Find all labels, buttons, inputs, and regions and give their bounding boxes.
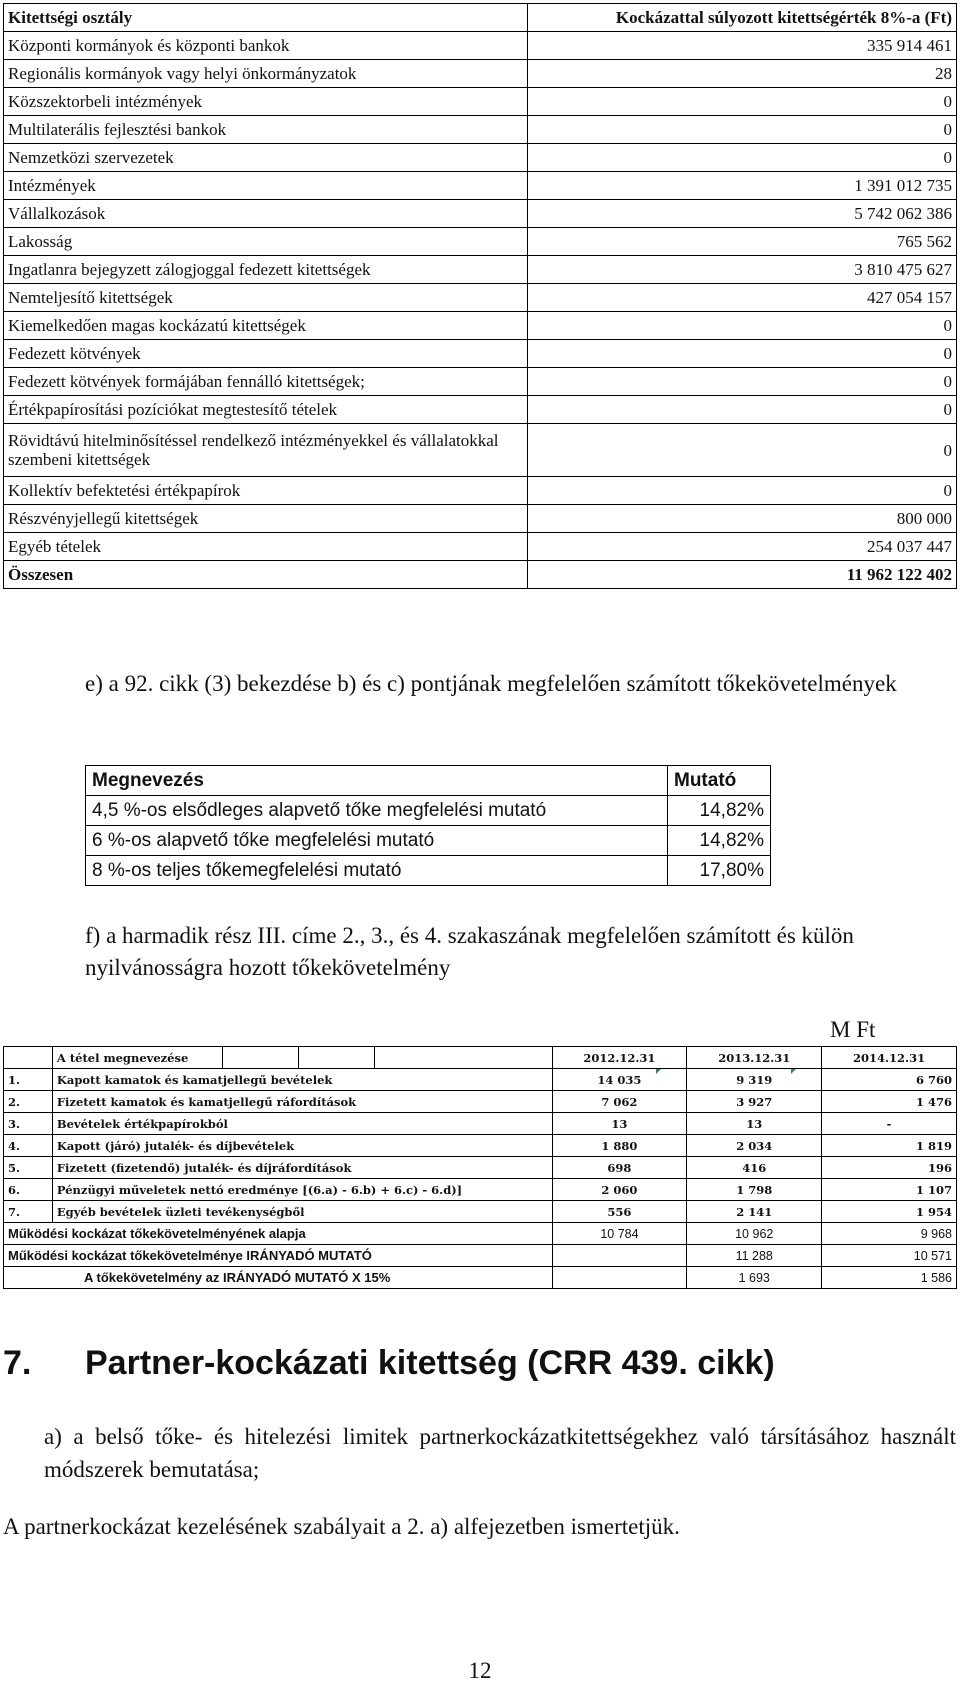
- table-row: [4, 144, 957, 172]
- table-row: [4, 1157, 957, 1179]
- summary-y3: 1 586: [822, 1267, 957, 1289]
- row-label: Értékpapírosítási pozíciókat megtestesítő tételek: [4, 396, 528, 424]
- row-number: 4.: [4, 1135, 53, 1157]
- table-row: [4, 396, 957, 424]
- summary-y1: [552, 1245, 687, 1267]
- header-name: A tétel megnevezése: [52, 1047, 222, 1069]
- row-value: 254 037 447: [528, 533, 957, 561]
- table-row: [4, 505, 957, 533]
- row-value: 0: [528, 424, 957, 477]
- summary-name: Működési kockázat tőkekövetelményének alapja: [4, 1223, 553, 1245]
- row-label: Fedezett kötvények formájában fennálló kitettségek;: [4, 368, 528, 396]
- row-value: 0: [528, 396, 957, 424]
- header-value: Kockázattal súlyozott kitettségérték 8%-a (Ft): [528, 4, 957, 32]
- table-row: [4, 1201, 957, 1223]
- row-y3: 196: [822, 1157, 957, 1179]
- row-y2: 416: [687, 1157, 822, 1179]
- row-y2: 3 927: [687, 1091, 822, 1113]
- paragraph-e: e) a 92. cikk (3) bekezdése b) és c) pontjának megfelelően számított tőkekövetelmények: [85, 671, 897, 696]
- row-label: Fedezett kötvények: [4, 340, 528, 368]
- table-row: [4, 1179, 957, 1201]
- row-name: Fizetett (fizetendő) jutalék- és díjráfordítások: [52, 1157, 552, 1179]
- summary-name: A tőkekövetelmény az IRÁNYADÓ MUTATÓ X 15%: [4, 1267, 553, 1289]
- summary-y2: 11 288: [687, 1245, 822, 1267]
- table-row: [4, 477, 957, 505]
- page-number: 12: [468, 1658, 492, 1683]
- row-y3: -: [822, 1113, 957, 1135]
- row-number: 5.: [4, 1157, 53, 1179]
- row-value: 800 000: [528, 505, 957, 533]
- row-label: Központi kormányok és központi bankok: [4, 32, 528, 60]
- table-row: [4, 1069, 957, 1091]
- row-value: 765 562: [528, 228, 957, 256]
- row-number: 3.: [4, 1113, 53, 1135]
- row-value: 427 054 157: [528, 284, 957, 312]
- table-header-row: [4, 4, 957, 32]
- cell-marker-icon: [791, 1069, 796, 1074]
- row-value: 14,82%: [668, 796, 771, 826]
- row-value: 0: [528, 340, 957, 368]
- row-y3: 6 760: [822, 1069, 957, 1091]
- summary-y1: 10 784: [552, 1223, 687, 1245]
- header-year-2012: 2012.12.31: [552, 1047, 687, 1069]
- table-total-row: [4, 561, 957, 589]
- table-row: [4, 60, 957, 88]
- row-label: Regionális kormányok vagy helyi önkormányzatok: [4, 60, 528, 88]
- table-row: [4, 116, 957, 144]
- table-row: [4, 88, 957, 116]
- table-header-row: [4, 1047, 957, 1069]
- row-name: Bevételek értékpapírokból: [52, 1113, 552, 1135]
- row-number: 6.: [4, 1179, 53, 1201]
- row-label: Nemteljesítő kitettségek: [4, 284, 528, 312]
- row-name: 8 %-os teljes tőkemegfelelési mutató: [86, 856, 668, 886]
- row-name: Pénzügyi műveletek nettó eredménye [(6.a) - 6.b) + 6.c) - 6.d)]: [52, 1179, 552, 1201]
- row-label: Közszektorbeli intézmények: [4, 88, 528, 116]
- row-name: 4,5 %-os elsődleges alapvető tőke megfelelési mutató: [86, 796, 668, 826]
- row-y3: 1 107: [822, 1179, 957, 1201]
- section-title: Partner-kockázati kitettség (CRR 439. cikk): [85, 1344, 775, 1382]
- total-value: 11 962 122 402: [528, 561, 957, 589]
- row-value: 0: [528, 477, 957, 505]
- row-y1: 1 880: [552, 1135, 687, 1157]
- summary-y3: 9 968: [822, 1223, 957, 1245]
- row-label: Vállalkozások: [4, 200, 528, 228]
- section-heading: [3, 1344, 775, 1383]
- row-value: 0: [528, 116, 957, 144]
- table-row: [4, 32, 957, 60]
- summary-row: [4, 1223, 957, 1245]
- table-row: [4, 340, 957, 368]
- cell-marker-icon: [656, 1069, 661, 1074]
- row-value: 0: [528, 144, 957, 172]
- row-label: Nemzetközi szervezetek: [4, 144, 528, 172]
- row-name: 6 %-os alapvető tőke megfelelési mutató: [86, 826, 668, 856]
- summary-y1: [552, 1267, 687, 1289]
- row-label: Kollektív befektetési értékpapírok: [4, 477, 528, 505]
- summary-y2: 1 693: [687, 1267, 822, 1289]
- row-y2: 2 141: [687, 1201, 822, 1223]
- row-name: Egyéb bevételek üzleti tevékenységből: [52, 1201, 552, 1223]
- table-row: [86, 796, 771, 826]
- row-name: Kapott (járó) jutalék- és díjbevételek: [52, 1135, 552, 1157]
- row-y3: 1 476: [822, 1091, 957, 1113]
- row-label: Lakosság: [4, 228, 528, 256]
- row-y1: 13: [552, 1113, 687, 1135]
- summary-y3: 10 571: [822, 1245, 957, 1267]
- row-value: 28: [528, 60, 957, 88]
- row-y3: 1 819: [822, 1135, 957, 1157]
- table-row: [86, 826, 771, 856]
- table-row: [4, 1091, 957, 1113]
- exposure-class-table: [3, 3, 957, 589]
- header-label: Kitettségi osztály: [4, 4, 528, 32]
- total-label: Összesen: [4, 561, 528, 589]
- row-number: 1.: [4, 1069, 53, 1091]
- row-name: Kapott kamatok és kamatjellegű bevételek: [52, 1069, 552, 1091]
- row-y1: 14 035: [552, 1069, 687, 1091]
- header-value: Mutató: [668, 766, 771, 796]
- summary-row: [4, 1245, 957, 1267]
- row-label: Egyéb tételek: [4, 533, 528, 561]
- row-label: Részvényjellegű kitettségek: [4, 505, 528, 533]
- section-number: 7.: [3, 1344, 32, 1382]
- table-row: [4, 284, 957, 312]
- row-value: 0: [528, 312, 957, 340]
- operational-risk-table: [3, 1046, 957, 1289]
- header-name: Megnevezés: [86, 766, 668, 796]
- row-label: Multilaterális fejlesztési bankok: [4, 116, 528, 144]
- row-y2: 9 319: [687, 1069, 822, 1091]
- table-row: [4, 228, 957, 256]
- row-value: 17,80%: [668, 856, 771, 886]
- table-row: [4, 424, 957, 477]
- table-row: [4, 312, 957, 340]
- row-value: 3 810 475 627: [528, 256, 957, 284]
- header-year-2013: 2013.12.31: [687, 1047, 822, 1069]
- row-value: 0: [528, 368, 957, 396]
- row-y1: 556: [552, 1201, 687, 1223]
- row-value: 1 391 012 735: [528, 172, 957, 200]
- row-y1: 698: [552, 1157, 687, 1179]
- table-row: [4, 172, 957, 200]
- table-row: [4, 256, 957, 284]
- summary-row: [4, 1267, 957, 1289]
- row-y2: 13: [687, 1113, 822, 1135]
- row-label: Rövidtávú hitelminősítéssel rendelkező intézményekkel és vállalatokkal szembeni kitettségek: [4, 424, 528, 477]
- row-y3: 1 954: [822, 1201, 957, 1223]
- row-y2: 1 798: [687, 1179, 822, 1201]
- table-header-row: [86, 766, 771, 796]
- table-row: [4, 533, 957, 561]
- row-y1: 7 062: [552, 1091, 687, 1113]
- table-row: [86, 856, 771, 886]
- paragraph-f: f) a harmadik rész III. címe 2., 3., és 4. szakaszának megfelelően számított és külön nyilvánosságra hozott tőkekövetelmény: [85, 923, 854, 980]
- unit-label: M Ft: [830, 1017, 876, 1042]
- capital-ratio-table: [85, 765, 771, 886]
- row-value: 14,82%: [668, 826, 771, 856]
- row-value: 335 914 461: [528, 32, 957, 60]
- table-row: [4, 1113, 957, 1135]
- row-label: Intézmények: [4, 172, 528, 200]
- summary-y2: 10 962: [687, 1223, 822, 1245]
- row-number: 2.: [4, 1091, 53, 1113]
- row-y2: 2 034: [687, 1135, 822, 1157]
- row-name: Fizetett kamatok és kamatjellegű ráfordítások: [52, 1091, 552, 1113]
- row-y1: 2 060: [552, 1179, 687, 1201]
- paragraph-b: A partnerkockázat kezelésének szabályait a 2. a) alfejezetben ismertetjük.: [3, 1514, 680, 1539]
- header-year-2014: 2014.12.31: [822, 1047, 957, 1069]
- row-value: 0: [528, 88, 957, 116]
- table-row: [4, 200, 957, 228]
- row-label: Ingatlanra bejegyzett zálogjoggal fedezett kitettségek: [4, 256, 528, 284]
- paragraph-a: a) a belső tőke- és hitelezési limitek partnerkockázatkitettségekhez való társításához használt módszerek bemutatása;: [44, 1424, 956, 1482]
- row-label: Kiemelkedően magas kockázatú kitettségek: [4, 312, 528, 340]
- row-value: 5 742 062 386: [528, 200, 957, 228]
- table-row: [4, 1135, 957, 1157]
- table-row: [4, 368, 957, 396]
- summary-name: Működési kockázat tőkekövetelménye IRÁNYADÓ MUTATÓ: [4, 1245, 553, 1267]
- row-number: 7.: [4, 1201, 53, 1223]
